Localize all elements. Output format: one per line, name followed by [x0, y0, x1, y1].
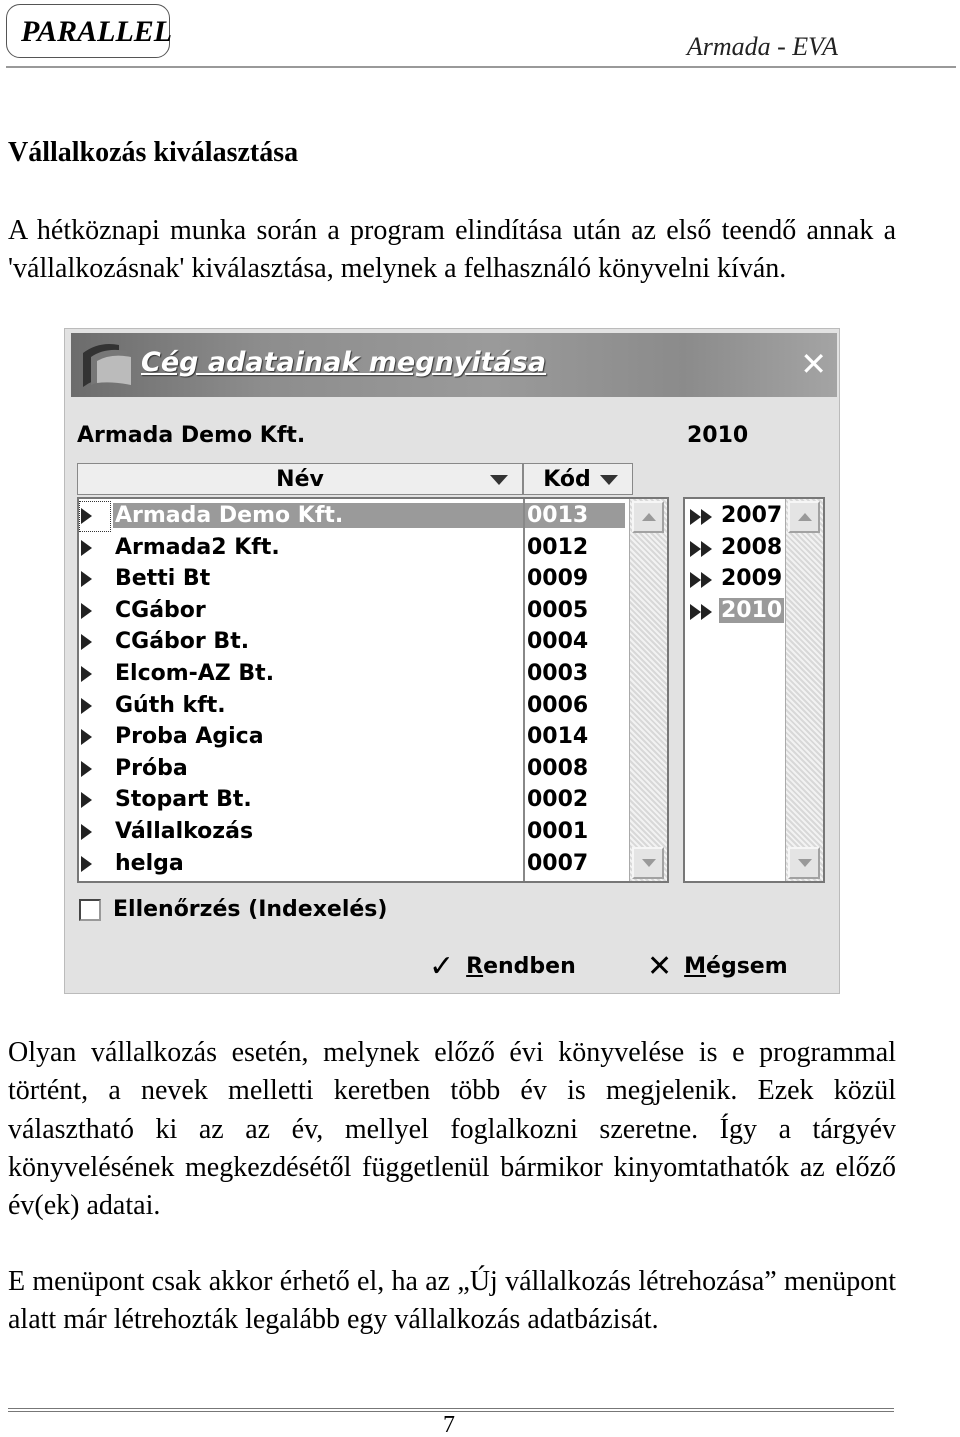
- company-code-cell: 0014: [527, 724, 589, 750]
- year-cell: 2010: [721, 597, 783, 623]
- ok-button[interactable]: ✓ R endben: [429, 948, 576, 984]
- column-header-code[interactable]: Kód: [523, 463, 633, 495]
- double-chevron-right-icon: [689, 604, 715, 620]
- table-row[interactable]: [79, 533, 629, 565]
- row-pointer-icon: [81, 603, 92, 619]
- row-pointer-icon: [81, 508, 92, 524]
- company-grid-header: [77, 463, 633, 495]
- table-row[interactable]: [79, 627, 629, 659]
- intro-paragraph: A hétköznapi munka során a program elindítása után az első teendő annak a 'vállalkozásnak' kiválasztása, melynek a felhasználó könyvelni kíván.: [8, 215, 896, 285]
- index-check-label: Ellenőrzés (Indexelés): [113, 897, 388, 922]
- table-row[interactable]: [79, 659, 629, 691]
- header-divider: [6, 66, 956, 68]
- year-cell: 2008: [721, 534, 783, 560]
- company-name-cell: Vállalkozás: [115, 819, 254, 844]
- checkmark-icon: ✓: [429, 948, 455, 984]
- row-pointer-icon: [81, 761, 92, 777]
- dialog-title: Cég adatainak megnyitása: [141, 347, 547, 378]
- scroll-down-button[interactable]: [788, 847, 820, 879]
- year-cell: 2009: [721, 566, 783, 592]
- double-chevron-right-icon: [689, 541, 715, 557]
- scroll-down-button[interactable]: [632, 847, 664, 879]
- company-list-scrollbar[interactable]: [629, 499, 667, 881]
- page-number: 7: [443, 1412, 455, 1437]
- row-pointer-icon: [81, 729, 92, 745]
- scroll-up-button[interactable]: [632, 501, 664, 533]
- row-pointer-icon: [81, 666, 92, 682]
- double-chevron-right-icon: [689, 509, 715, 525]
- year-list[interactable]: [683, 497, 825, 883]
- list-item[interactable]: [685, 564, 785, 596]
- years-paragraph: Olyan vállalkozás esetén, melynek előző évi könyvelése is e programmal történt, a nevek melletti keretben több év is megjelenik. Ezek közül választható ki az az év, mellyel foglalkozni szeretne. Így a tárgyév könyvelésének megkezdésétől függetlenül bármikor kinyomtathatók az előző év(ek) adatai.: [8, 1037, 896, 1222]
- company-name-cell: Próba: [115, 755, 188, 781]
- close-icon: ✕: [647, 948, 673, 984]
- company-code-cell: 0007: [527, 850, 589, 876]
- column-header-name[interactable]: Név: [77, 463, 523, 495]
- company-code-cell: 0001: [527, 819, 589, 844]
- company-name-cell: Armada Demo Kft.: [113, 503, 523, 528]
- table-row[interactable]: [79, 754, 629, 786]
- company-name-cell: CGábor: [115, 597, 206, 623]
- company-name-cell: Elcom-AZ Bt.: [115, 661, 275, 686]
- scroll-up-button[interactable]: [788, 501, 820, 533]
- company-name-cell: Gúth kft.: [115, 692, 226, 718]
- company-code-cell: 0006: [527, 692, 589, 718]
- sort-down-icon: [600, 475, 618, 485]
- parallel-logo: [6, 4, 173, 58]
- selected-company-label: Armada Demo Kft.: [77, 423, 306, 448]
- row-pointer-icon: [81, 824, 92, 840]
- company-code-cell: 0013: [525, 503, 625, 528]
- list-item[interactable]: [685, 533, 785, 565]
- app-book-icon: [79, 339, 135, 391]
- row-pointer-icon: [81, 698, 92, 714]
- row-pointer-icon: [81, 792, 92, 808]
- table-row[interactable]: [79, 564, 629, 596]
- company-name-cell: Proba Agica: [115, 724, 264, 750]
- list-item[interactable]: [685, 596, 785, 628]
- table-row[interactable]: [79, 817, 629, 849]
- list-item[interactable]: [685, 501, 785, 533]
- company-name-cell: Stopart Bt.: [115, 787, 252, 813]
- company-name-cell: CGábor Bt.: [115, 629, 250, 655]
- company-code-cell: 0008: [527, 755, 589, 781]
- row-pointer-icon: [81, 571, 92, 587]
- table-row[interactable]: [79, 596, 629, 628]
- table-row[interactable]: [79, 785, 629, 817]
- row-pointer-icon: [81, 540, 92, 556]
- row-pointer-icon: [81, 634, 92, 650]
- company-name-cell: helga: [115, 850, 184, 876]
- company-code-cell: 0002: [527, 787, 589, 813]
- table-row[interactable]: [79, 722, 629, 754]
- company-name-cell: Armada2 Kft.: [115, 534, 280, 560]
- company-code-cell: 0009: [527, 566, 589, 592]
- company-code-cell: 0012: [527, 534, 589, 560]
- company-name-cell: Betti Bt: [115, 566, 211, 592]
- table-row[interactable]: [79, 691, 629, 723]
- year-list-scrollbar[interactable]: [785, 499, 823, 881]
- dialog-titlebar: [71, 333, 837, 397]
- table-row[interactable]: [79, 849, 629, 881]
- close-icon[interactable]: ✕: [800, 345, 827, 383]
- company-code-cell: 0005: [527, 597, 589, 623]
- cancel-button[interactable]: ✕ M égsem: [647, 948, 788, 984]
- double-chevron-right-icon: [689, 572, 715, 588]
- sort-down-icon: [490, 475, 508, 485]
- year-cell: 2007: [721, 503, 783, 528]
- section-heading: Vállalkozás kiválasztása: [8, 137, 299, 168]
- logo-text: PARALLEL: [21, 15, 173, 48]
- row-pointer-icon: [81, 856, 92, 872]
- company-code-cell: 0004: [527, 629, 589, 655]
- company-code-cell: 0003: [527, 661, 589, 686]
- company-open-dialog: [64, 328, 840, 994]
- header-title: Armada - EVA: [686, 32, 838, 61]
- index-check-checkbox[interactable]: [79, 899, 101, 921]
- menu-note-paragraph: E menüpont csak akkor érhető el, ha az „Új vállalkozás létrehozása” menüpont alatt már létrehozták legalább egy vállalkozás adatbázisát.: [8, 1266, 896, 1336]
- table-row[interactable]: [79, 501, 629, 533]
- footer-divider: [8, 1408, 894, 1409]
- company-list[interactable]: [77, 497, 669, 883]
- selected-year-label: 2010: [687, 423, 749, 448]
